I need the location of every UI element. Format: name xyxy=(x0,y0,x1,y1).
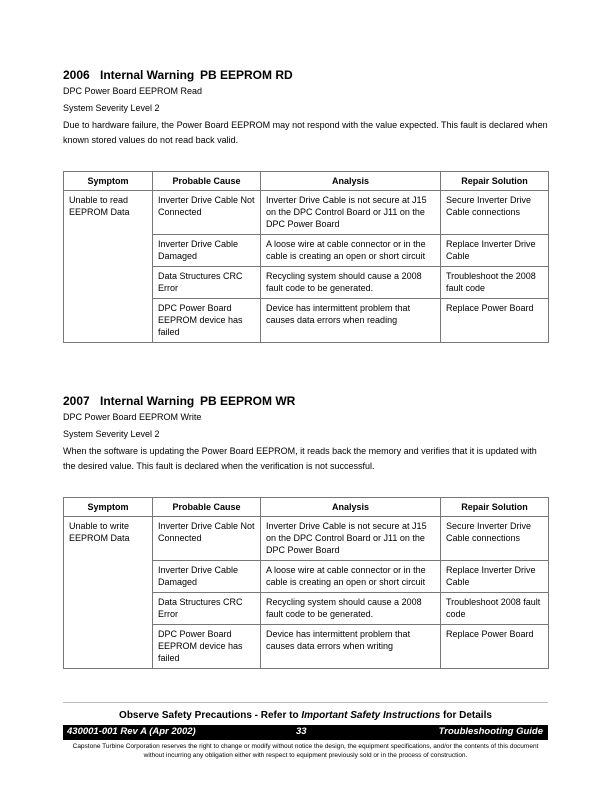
fault-description: Due to hardware failure, the Power Board EEPROM may not respond with the value expected. This fault is declared when known stored values do not read back valid. xyxy=(63,120,548,145)
severity-level: System Severity Level 2 xyxy=(63,103,160,113)
troubleshooting-table xyxy=(63,171,549,343)
document-id: 430001-001 Rev A (Apr 2002) xyxy=(67,726,196,737)
solution-cell: Replace Inverter Drive Cable xyxy=(441,235,549,267)
fault-code: 2006 xyxy=(63,68,90,82)
fault-type: Internal Warning xyxy=(100,394,195,408)
symptom-cell: Unable to write EEPROM Data xyxy=(64,517,153,669)
header-analysis: Analysis xyxy=(261,498,441,517)
cause-cell: Inverter Drive Cable Damaged xyxy=(153,235,261,267)
header-probable-cause: Probable Cause xyxy=(153,172,261,191)
page-number: 33 xyxy=(296,726,307,737)
analysis-cell: A loose wire at cable connector or in the cable is creating an open or short circuit xyxy=(261,561,441,593)
fault-subtitle: DPC Power Board EEPROM Read xyxy=(63,86,203,96)
analysis-cell: Device has intermittent problem that causes data errors when reading xyxy=(261,299,441,343)
table-header-row xyxy=(64,172,549,191)
safety-notice xyxy=(63,710,548,721)
cause-cell: Inverter Drive Cable Not Connected xyxy=(153,517,261,561)
analysis-cell: Recycling system should cause a 2008 fault code to be generated. xyxy=(261,267,441,299)
fault-title xyxy=(63,394,548,408)
table-row xyxy=(64,517,549,561)
header-probable-cause: Probable Cause xyxy=(153,498,261,517)
header-symptom: Symptom xyxy=(64,498,153,517)
troubleshooting-table xyxy=(63,497,549,669)
analysis-cell: Inverter Drive Cable is not secure at J15 on the DPC Control Board or J11 on the DPC Power Board xyxy=(261,517,441,561)
fault-section-2006 xyxy=(63,68,548,343)
header-analysis: Analysis xyxy=(261,172,441,191)
header-symptom: Symptom xyxy=(64,172,153,191)
fault-name: PB EEPROM RD xyxy=(200,68,293,82)
safety-reference: Important Safety Instructions xyxy=(301,710,441,721)
header-repair-solution: Repair Solution xyxy=(441,172,549,191)
solution-cell: Replace Power Board xyxy=(441,299,549,343)
fault-type: Internal Warning xyxy=(100,68,195,82)
fault-subtitle: DPC Power Board EEPROM Write xyxy=(63,412,202,422)
solution-cell: Replace Power Board xyxy=(441,625,549,669)
guide-title: Troubleshooting Guide xyxy=(438,726,543,737)
cause-cell: Inverter Drive Cable Damaged xyxy=(153,561,261,593)
cause-cell: Data Structures CRC Error xyxy=(153,267,261,299)
fault-description: When the software is updating the Power Board EEPROM, it reads back the memory and verifies that it is updated with the desired value. This fault is declared when the verification is not successful. xyxy=(63,446,537,471)
fault-code: 2007 xyxy=(63,394,90,408)
fault-section-2007 xyxy=(63,394,548,669)
analysis-cell: Inverter Drive Cable is not secure at J15 on the DPC Control Board or J11 on the DPC Power Board xyxy=(261,191,441,235)
safety-suffix: for Details xyxy=(440,710,492,721)
analysis-cell: Device has intermittent problem that causes data errors when writing xyxy=(261,625,441,669)
analysis-cell: A loose wire at cable connector or in the cable is creating an open or short circuit xyxy=(261,235,441,267)
symptom-cell: Unable to read EEPROM Data xyxy=(64,191,153,343)
cause-cell: Inverter Drive Cable Not Connected xyxy=(153,191,261,235)
cause-cell: DPC Power Board EEPROM device has failed xyxy=(153,299,261,343)
solution-cell: Troubleshoot 2008 fault code xyxy=(441,593,549,625)
legal-notice: Capstone Turbine Corporation reserves the right to change or modify without notice the design, the equipment specifications, and/or the contents of this document without incurring any obligation either with respect to equipment previously sold or in the process of construction. xyxy=(72,743,539,759)
header-repair-solution: Repair Solution xyxy=(441,498,549,517)
footer-bar xyxy=(63,725,548,740)
fault-name: PB EEPROM WR xyxy=(200,394,296,408)
cause-cell: Data Structures CRC Error xyxy=(153,593,261,625)
table-row xyxy=(64,191,549,235)
cause-cell: DPC Power Board EEPROM device has failed xyxy=(153,625,261,669)
analysis-cell: Recycling system should cause a 2008 fault code to be generated. xyxy=(261,593,441,625)
footer-divider xyxy=(63,702,548,703)
solution-cell: Replace Inverter Drive Cable xyxy=(441,561,549,593)
safety-prefix: Observe Safety Precautions - Refer to xyxy=(119,710,302,721)
solution-cell: Secure Inverter Drive Cable connections xyxy=(441,517,549,561)
table-header-row xyxy=(64,498,549,517)
fault-title xyxy=(63,68,548,82)
severity-level: System Severity Level 2 xyxy=(63,429,160,439)
solution-cell: Troubleshoot the 2008 fault code xyxy=(441,267,549,299)
solution-cell: Secure Inverter Drive Cable connections xyxy=(441,191,549,235)
